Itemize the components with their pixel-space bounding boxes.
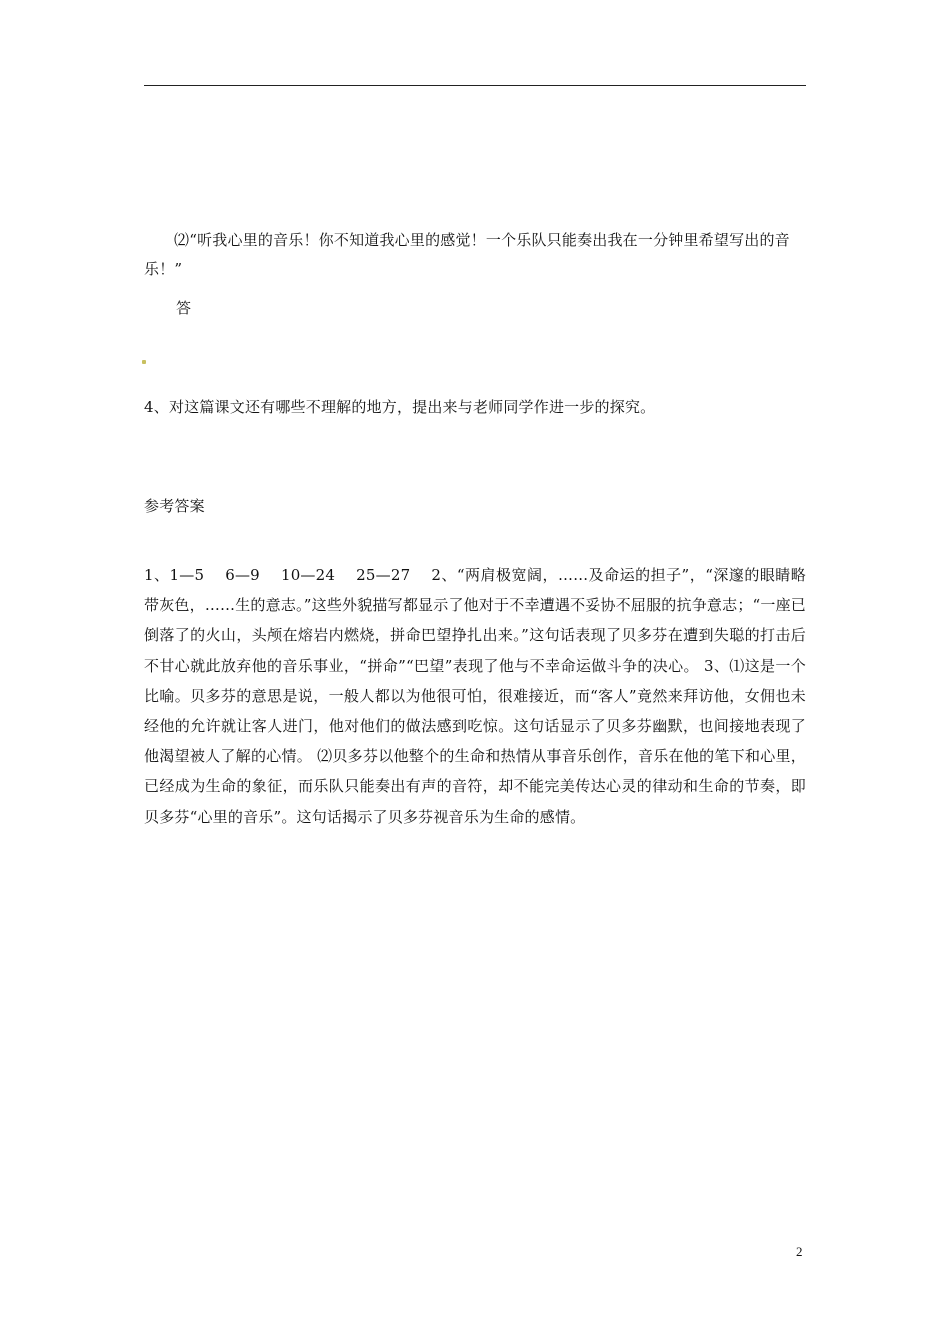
question-2-quote: ⑵“听我心里的音乐！你不知道我心里的感觉！一个乐队只能奏出我在一分钟里希望写出的音乐！” (144, 231, 790, 278)
reference-answers-text: 1、1—5 6—9 10—24 25—27 2、“两肩极宽阔，……及命运的担子”，“深邃的眼睛略带灰色，……生的意志。”这些外貌描写都显示了他对于不幸遭遇不妥协不屈服的抗争意志；“一座已倒落了的火山，头颅在熔岩内燃烧，拼命巴望挣扎出来。”这句话表现了贝多芬在遭到失聪的打击后不甘心就此放弃他的音乐事业，“拼命”“巴望”表现了他与不幸命运做斗争的决心。 3、⑴这是一个比喻。贝多芬的意思是说，一般人都以为他很可怕，很难接近，而“客人”竟然来拜访他，女佣也未经他的允许就让客人进门，他对他们的做法感到吃惊。这句话显示了贝多芬幽默，也间接地表现了他渴望被人了解的心情。 ⑵贝多芬以他整个的生命和热情从事音乐创作，音乐在他的笔下和心里，已经成为生命的象征，而乐队只能奏出有声的音符，却不能完美传达心灵的律动和生命的节奏，即贝多芬“心里的音乐”。这句话揭示了贝多芬视音乐为生命的感情。 (144, 566, 806, 826)
question-4: 4、对这篇课文还有哪些不理解的地方，提出来与老师同学作进一步的探究。 (144, 398, 656, 416)
answer-label: 答 (176, 299, 192, 317)
header-rule (144, 85, 806, 86)
reference-answers-title: 参考答案 (144, 497, 205, 515)
page-number: 2 (796, 1244, 803, 1259)
stray-mark (142, 360, 146, 364)
